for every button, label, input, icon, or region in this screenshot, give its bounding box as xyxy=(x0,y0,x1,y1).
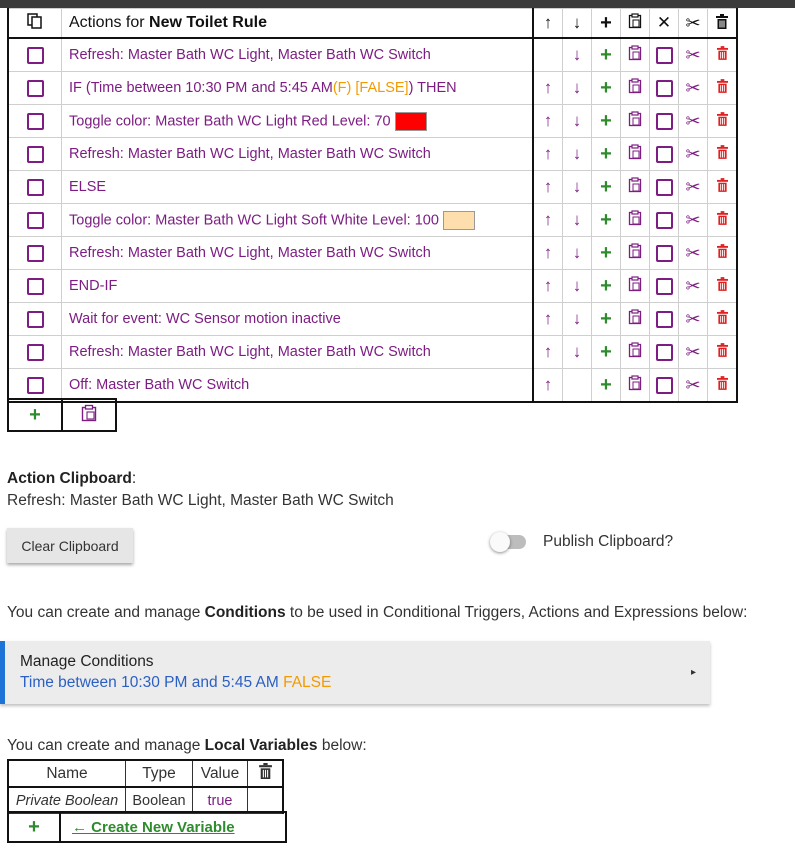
action-row xyxy=(8,105,737,138)
action-text[interactable]: Toggle color: Master Bath WC Light Soft White Level: 100 xyxy=(69,211,439,228)
actions-title-prefix: Actions for xyxy=(69,14,150,31)
copy-checkbox[interactable] xyxy=(656,113,673,130)
cut-icon[interactable]: ✂ xyxy=(685,308,701,329)
top-bar xyxy=(0,0,795,8)
delete-icon[interactable] xyxy=(717,180,728,196)
clear-clipboard-button[interactable]: Clear Clipboard xyxy=(7,528,133,563)
variables-intro: You can create and manage Local Variables below: xyxy=(7,737,367,754)
paste-icon[interactable] xyxy=(628,210,642,230)
copy-checkbox[interactable] xyxy=(656,377,673,394)
select-checkbox[interactable] xyxy=(27,245,44,262)
move-down-icon[interactable]: ↓ xyxy=(572,177,582,196)
color-swatch xyxy=(443,211,475,230)
action-row xyxy=(8,38,737,72)
insert-action-icon[interactable]: + xyxy=(600,77,612,99)
action-text[interactable]: Refresh: Master Bath WC Light, Master Bath WC Switch xyxy=(69,146,431,162)
condition-state: FALSE xyxy=(283,674,332,691)
paste-icon[interactable] xyxy=(628,78,642,98)
insert-action-icon[interactable]: + xyxy=(600,341,612,363)
move-down-icon[interactable]: ↓ xyxy=(572,243,582,262)
delete-icon[interactable] xyxy=(717,378,728,394)
action-text[interactable]: Off: Master Bath WC Switch xyxy=(69,377,250,393)
paste-icon[interactable] xyxy=(628,111,642,131)
move-up-icon[interactable]: ↑ xyxy=(543,111,553,130)
copy-checkbox[interactable] xyxy=(656,212,673,229)
clipboard-value: Refresh: Master Bath WC Light, Master Bath WC Switch xyxy=(7,492,394,509)
cut-icon[interactable]: ✂ xyxy=(685,209,701,230)
paste-icon[interactable] xyxy=(628,342,642,362)
clipboard-label: Action Clipboard: xyxy=(7,470,137,487)
delete-variables-icon[interactable] xyxy=(259,766,272,783)
insert-action-icon[interactable]: + xyxy=(600,143,612,165)
variable-type: Boolean xyxy=(126,787,193,814)
select-checkbox[interactable] xyxy=(27,80,44,97)
insert-action-icon[interactable]: + xyxy=(600,242,612,264)
move-down-icon[interactable]: ↓ xyxy=(572,342,582,361)
color-swatch xyxy=(395,112,427,131)
action-row xyxy=(8,171,737,204)
create-variable-row xyxy=(7,811,287,843)
cut-icon[interactable]: ✂ xyxy=(685,77,701,98)
action-text[interactable]: ELSE xyxy=(69,179,107,195)
col-name: Name xyxy=(8,760,126,787)
action-row xyxy=(8,303,737,336)
actions-header-row xyxy=(8,9,737,39)
paste-all-icon[interactable] xyxy=(628,13,642,33)
paste-action-icon[interactable] xyxy=(80,404,98,427)
select-checkbox[interactable] xyxy=(27,344,44,361)
select-checkbox[interactable] xyxy=(27,113,44,130)
paste-icon[interactable] xyxy=(628,375,642,395)
copy-checkbox[interactable] xyxy=(656,344,673,361)
paste-icon[interactable] xyxy=(628,309,642,329)
paste-icon[interactable] xyxy=(628,243,642,263)
cut-icon[interactable]: ✂ xyxy=(685,110,701,131)
action-text[interactable]: Refresh: Master Bath WC Light, Master Bath WC Switch xyxy=(69,245,431,261)
delete-icon[interactable] xyxy=(717,279,728,295)
paste-icon[interactable] xyxy=(628,177,642,197)
select-checkbox[interactable] xyxy=(27,212,44,229)
action-row xyxy=(8,369,737,403)
expand-caret-icon[interactable]: ▸ xyxy=(690,667,696,678)
delete-icon[interactable] xyxy=(717,345,728,361)
action-row xyxy=(8,270,737,303)
create-variable-link[interactable]: ← Create New Variable xyxy=(72,818,235,836)
conditions-intro: You can create and manage Conditions to be used in Conditional Triggers, Actions and Expressions below: xyxy=(7,604,748,621)
condition-state: (F) [FALSE] xyxy=(332,80,409,96)
select-checkbox[interactable] xyxy=(27,311,44,328)
action-text[interactable]: Wait for event: WC Sensor motion inactive xyxy=(69,311,341,327)
cut-icon[interactable]: ✂ xyxy=(685,44,701,65)
variables-table xyxy=(7,759,284,814)
move-up-icon[interactable]: ↑ xyxy=(543,144,553,163)
close-icon[interactable]: ✕ xyxy=(656,13,672,32)
copy-checkbox[interactable] xyxy=(656,311,673,328)
variable-row xyxy=(8,787,283,814)
action-text[interactable]: END-IF xyxy=(69,278,118,294)
move-down-icon[interactable]: ↓ xyxy=(572,276,582,295)
variable-name[interactable]: Private Boolean xyxy=(8,787,126,814)
insert-action-icon[interactable]: + xyxy=(600,308,612,330)
move-up-all-icon[interactable]: ↑ xyxy=(543,13,553,32)
delete-all-icon[interactable] xyxy=(716,17,728,33)
condition-summary: Time between 10:30 PM and 5:45 AM FALSE xyxy=(20,674,332,691)
delete-icon[interactable] xyxy=(717,81,728,97)
delete-icon[interactable] xyxy=(717,213,728,229)
paste-icon[interactable] xyxy=(628,276,642,296)
delete-icon[interactable] xyxy=(717,48,728,64)
publish-clipboard-toggle[interactable] xyxy=(492,535,526,549)
move-down-all-icon[interactable]: ↓ xyxy=(572,13,582,32)
insert-action-icon[interactable]: + xyxy=(600,209,612,231)
cut-icon[interactable]: ✂ xyxy=(685,242,701,263)
copy-checkbox[interactable] xyxy=(656,278,673,295)
select-checkbox[interactable] xyxy=(27,146,44,163)
select-checkbox[interactable] xyxy=(27,179,44,196)
delete-icon[interactable] xyxy=(717,114,728,130)
insert-action-icon[interactable]: + xyxy=(600,374,612,396)
move-down-icon[interactable]: ↓ xyxy=(572,144,582,163)
move-up-icon[interactable]: ↑ xyxy=(543,243,553,262)
move-up-icon[interactable]: ↑ xyxy=(543,78,553,97)
delete-icon[interactable] xyxy=(717,246,728,262)
manage-conditions-panel[interactable] xyxy=(0,641,710,704)
cut-icon[interactable]: ✂ xyxy=(685,374,701,395)
insert-action-icon[interactable]: + xyxy=(600,44,612,66)
insert-action-icon[interactable]: + xyxy=(600,110,612,132)
move-up-icon[interactable]: ↑ xyxy=(543,342,553,361)
action-text-suffix[interactable]: ) THEN xyxy=(408,80,457,96)
action-row xyxy=(8,237,737,270)
col-type: Type xyxy=(126,760,193,787)
copy-checkbox[interactable] xyxy=(656,245,673,262)
copy-checkbox[interactable] xyxy=(656,47,673,64)
paste-icon[interactable] xyxy=(628,45,642,65)
cut-icon[interactable]: ✂ xyxy=(685,341,701,362)
move-down-icon[interactable]: ↓ xyxy=(572,111,582,130)
publish-clipboard-label: Publish Clipboard? xyxy=(543,533,674,550)
copy-all-icon[interactable] xyxy=(26,12,44,34)
delete-icon[interactable] xyxy=(717,147,728,163)
action-text[interactable]: IF (Time between 10:30 PM and 5:45 AM xyxy=(69,80,333,96)
add-variable-icon[interactable]: + xyxy=(28,816,40,838)
copy-checkbox[interactable] xyxy=(656,80,673,97)
move-up-icon[interactable]: ↑ xyxy=(543,210,553,229)
delete-icon[interactable] xyxy=(717,312,728,328)
move-up-icon[interactable]: ↑ xyxy=(543,375,553,394)
action-text[interactable]: Refresh: Master Bath WC Light, Master Bath WC Switch xyxy=(69,47,431,63)
cut-icon[interactable]: ✂ xyxy=(685,275,701,296)
action-text[interactable]: Refresh: Master Bath WC Light, Master Bath WC Switch xyxy=(69,344,431,360)
move-down-icon[interactable]: ↓ xyxy=(572,309,582,328)
action-row xyxy=(8,336,737,369)
move-up-icon[interactable]: ↑ xyxy=(543,276,553,295)
add-action-icon[interactable]: + xyxy=(29,403,41,426)
action-row xyxy=(8,72,737,105)
move-up-icon[interactable]: ↑ xyxy=(543,177,553,196)
cut-icon[interactable]: ✂ xyxy=(685,143,701,164)
select-checkbox[interactable] xyxy=(27,278,44,295)
cut-icon[interactable]: ✂ xyxy=(685,176,701,197)
insert-action-icon[interactable]: + xyxy=(600,176,612,198)
action-row xyxy=(8,204,737,237)
action-row xyxy=(8,138,737,171)
paste-icon[interactable] xyxy=(628,144,642,164)
move-down-icon[interactable]: ↓ xyxy=(572,45,582,64)
actions-table xyxy=(7,8,738,403)
col-value: Value xyxy=(193,760,248,787)
move-down-icon[interactable]: ↓ xyxy=(572,210,582,229)
move-down-icon[interactable]: ↓ xyxy=(572,78,582,97)
copy-checkbox[interactable] xyxy=(656,146,673,163)
add-all-icon[interactable]: + xyxy=(600,12,612,34)
move-up-icon[interactable]: ↑ xyxy=(543,309,553,328)
action-add-row xyxy=(7,398,117,432)
toggle-knob[interactable] xyxy=(490,532,510,552)
copy-checkbox[interactable] xyxy=(656,179,673,196)
insert-action-icon[interactable]: + xyxy=(600,275,612,297)
select-checkbox[interactable] xyxy=(27,47,44,64)
select-checkbox[interactable] xyxy=(27,377,44,394)
cut-all-icon[interactable]: ✂ xyxy=(685,12,701,33)
action-text[interactable]: Toggle color: Master Bath WC Light Red Level: 70 xyxy=(69,112,391,129)
rule-name: New Toilet Rule xyxy=(149,14,267,31)
variables-header-row xyxy=(8,760,283,787)
variable-value[interactable]: true xyxy=(193,787,248,814)
manage-conditions-title: Manage Conditions xyxy=(20,653,154,670)
